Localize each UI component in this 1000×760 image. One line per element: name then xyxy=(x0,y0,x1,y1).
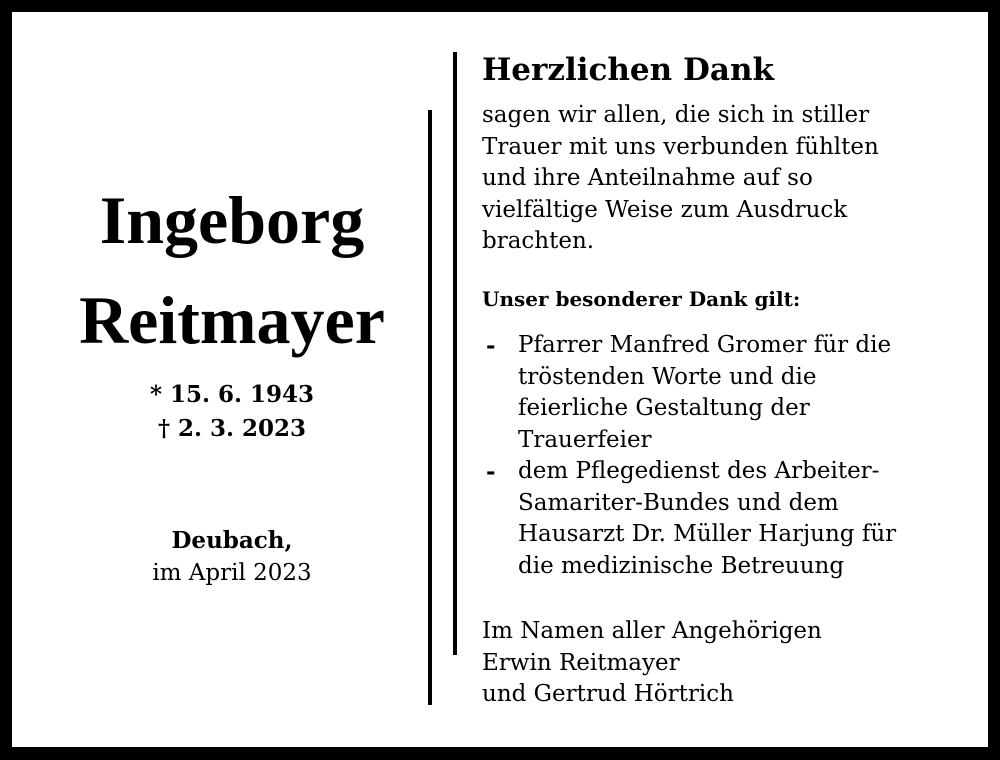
divider-line-right xyxy=(453,52,457,655)
intro-text xyxy=(482,100,982,258)
subtitle: Unser besonderer Dank gilt: xyxy=(482,287,801,311)
intro-line: Trauer mit uns verbunden fühlten xyxy=(482,133,879,160)
closing-signature xyxy=(482,616,982,711)
first-name: Ingeborg xyxy=(99,182,365,258)
date: im April 2023 xyxy=(152,560,312,586)
item-line: dem Pflegedienst des Arbeiter- xyxy=(518,458,880,484)
heading: Herzlichen Dank xyxy=(482,52,774,88)
item-line: feierliche Gestaltung der xyxy=(518,395,810,421)
intro-line: sagen wir allen, die sich in stiller xyxy=(482,102,870,128)
intro-line: brachten. xyxy=(482,228,595,254)
bullet: - xyxy=(486,332,496,359)
item-line: tröstenden Worte und die xyxy=(518,363,817,390)
intro-line: vielfältige Weise zum Ausdruck xyxy=(482,196,848,223)
intro-line: und ihre Anteilnahme auf so xyxy=(482,165,813,191)
item-line: Hausarzt Dr. Müller Harjung für xyxy=(518,521,897,547)
closing-line: Erwin Reitmayer xyxy=(482,649,680,676)
closing-line: Im Namen aller Angehörigen xyxy=(482,618,822,644)
item-line: Samariter-Bundes und dem xyxy=(518,489,839,516)
death-date: † 2. 3. 2023 xyxy=(157,415,307,442)
list-item xyxy=(482,330,982,456)
item-line: die medizinische Betreuung xyxy=(518,552,845,579)
birth-date: * 15. 6. 1943 xyxy=(149,381,315,408)
item-line: Trauerfeier xyxy=(518,426,652,453)
place-date xyxy=(32,524,432,590)
last-name: Reitmayer xyxy=(79,282,385,358)
life-dates xyxy=(32,378,432,446)
bullet: - xyxy=(486,458,496,485)
item-line: Pfarrer Manfred Gromer für die xyxy=(518,332,892,358)
thanks-list xyxy=(482,330,982,582)
deceased-name xyxy=(32,170,432,370)
closing-line: und Gertrud Hörtrich xyxy=(482,681,734,707)
obituary-notice xyxy=(12,12,988,747)
list-item xyxy=(482,456,982,582)
place: Deubach, xyxy=(171,527,293,554)
